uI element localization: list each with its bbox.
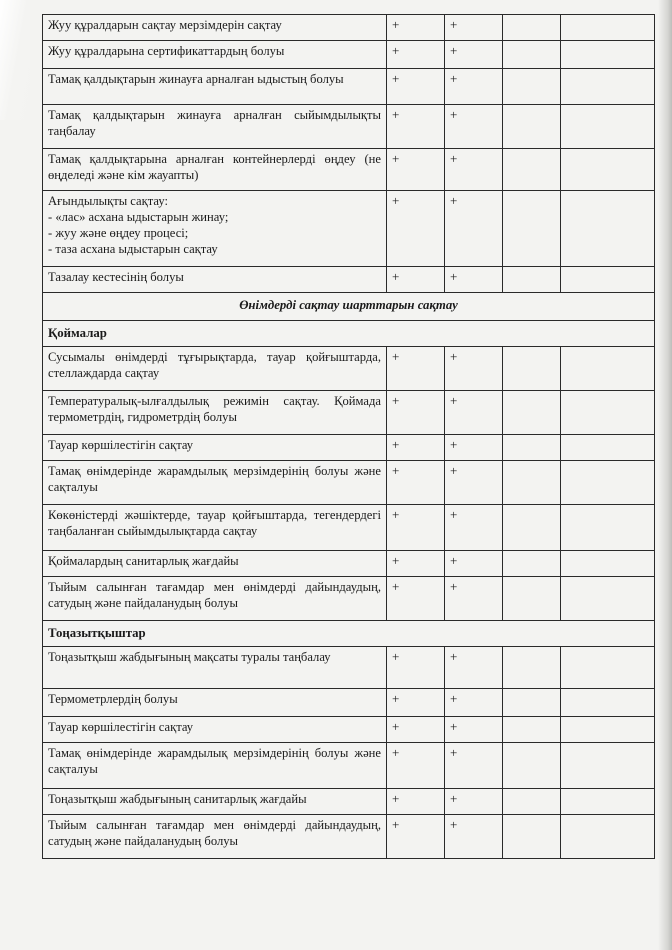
criterion-cell: Температуралық-ылғалдылық режимін сақтау. Қоймада термометрдің, гидрометрдің болуы xyxy=(43,391,387,435)
empty-cell xyxy=(503,105,561,149)
mark-cell: + xyxy=(445,789,503,815)
mark-cell: + xyxy=(445,647,503,689)
mark-cell: + xyxy=(387,347,445,391)
mark-cell: + xyxy=(445,577,503,621)
criterion-cell: Тамақ қалдықтарына арналған контейнерлерді өңдеу (не өңделеді және кім жауапты) xyxy=(43,149,387,191)
mark-cell: + xyxy=(387,191,445,267)
table-row xyxy=(43,551,655,577)
mark-cell: + xyxy=(387,647,445,689)
mark-cell: + xyxy=(387,717,445,743)
table-row xyxy=(43,149,655,191)
mark-cell: + xyxy=(445,551,503,577)
empty-cell xyxy=(503,391,561,435)
empty-cell xyxy=(503,647,561,689)
mark-cell: + xyxy=(387,743,445,789)
subsection-row xyxy=(43,321,655,347)
criterion-line: - таза асхана ыдыстарын сақтау xyxy=(48,242,218,256)
empty-cell xyxy=(503,551,561,577)
mark-cell: + xyxy=(445,41,503,69)
mark-cell: + xyxy=(387,105,445,149)
table-row xyxy=(43,577,655,621)
empty-cell xyxy=(503,461,561,505)
criterion-cell: Тауар көршілестігін сақтау xyxy=(43,435,387,461)
empty-cell xyxy=(561,815,655,859)
empty-cell xyxy=(503,15,561,41)
empty-cell xyxy=(561,69,655,105)
empty-cell xyxy=(503,149,561,191)
table-row xyxy=(43,717,655,743)
empty-cell xyxy=(503,815,561,859)
mark-cell: + xyxy=(387,69,445,105)
criterion-cell: Тыйым салынған тағамдар мен өнімдерді дайындаудың, сатудың және пайдаланудың болуы xyxy=(43,577,387,621)
empty-cell xyxy=(503,789,561,815)
mark-cell: + xyxy=(387,461,445,505)
mark-cell: + xyxy=(387,267,445,293)
mark-cell: + xyxy=(445,191,503,267)
mark-cell: + xyxy=(387,149,445,191)
table-row xyxy=(43,461,655,505)
empty-cell xyxy=(503,505,561,551)
checklist-table xyxy=(42,14,655,859)
criterion-cell: Тамақ өнімдерінде жарамдылық мерзімдерінің болуы және сақталуы xyxy=(43,743,387,789)
criterion-cell: Тамақ қалдықтарын жинауға арналған сыйымдылықты таңбалау xyxy=(43,105,387,149)
empty-cell xyxy=(503,191,561,267)
mark-cell: + xyxy=(387,551,445,577)
mark-cell: + xyxy=(445,689,503,717)
table-row xyxy=(43,391,655,435)
mark-cell: + xyxy=(387,15,445,41)
criterion-cell: Сусымалы өнімдерді тұғырықтарда, тауар қойғыштарда, стеллаждарда сақтау xyxy=(43,347,387,391)
table-row xyxy=(43,191,655,267)
table-row xyxy=(43,15,655,41)
mark-cell: + xyxy=(387,689,445,717)
mark-cell: + xyxy=(445,435,503,461)
empty-cell xyxy=(503,41,561,69)
mark-cell: + xyxy=(387,577,445,621)
table-row xyxy=(43,69,655,105)
empty-cell xyxy=(561,647,655,689)
criterion-cell: Тазалау кестесінің болуы xyxy=(43,267,387,293)
mark-cell: + xyxy=(387,505,445,551)
mark-cell: + xyxy=(445,347,503,391)
empty-cell xyxy=(561,191,655,267)
page-edge-shadow xyxy=(658,0,672,950)
table-row xyxy=(43,689,655,717)
mark-cell: + xyxy=(445,69,503,105)
criterion-line: - «лас» асхана ыдыстарын жинау; xyxy=(48,210,229,224)
mark-cell: + xyxy=(445,15,503,41)
empty-cell xyxy=(503,577,561,621)
criterion-line: - жуу және өңдеу процесі; xyxy=(48,226,189,240)
mark-cell: + xyxy=(445,461,503,505)
empty-cell xyxy=(561,551,655,577)
empty-cell xyxy=(561,789,655,815)
table-row xyxy=(43,105,655,149)
mark-cell: + xyxy=(445,267,503,293)
criterion-cell-multiline xyxy=(43,191,387,267)
mark-cell: + xyxy=(445,505,503,551)
empty-cell xyxy=(503,717,561,743)
empty-cell xyxy=(561,391,655,435)
subsection-heading-fridges: Тоңазытқыштар xyxy=(43,621,655,647)
criterion-line: Ағындылықты сақтау: xyxy=(48,194,168,208)
criterion-cell: Жуу құралдарын сақтау мерзімдерін сақтау xyxy=(43,15,387,41)
mark-cell: + xyxy=(387,435,445,461)
mark-cell: + xyxy=(445,149,503,191)
checklist-body xyxy=(43,15,655,859)
criterion-cell: Жуу құралдарына сертификаттардың болуы xyxy=(43,41,387,69)
mark-cell: + xyxy=(445,717,503,743)
empty-cell xyxy=(503,689,561,717)
empty-cell xyxy=(503,69,561,105)
table-row xyxy=(43,505,655,551)
table-row xyxy=(43,743,655,789)
criterion-cell: Тамақ қалдықтарын жинауға арналған ыдыстың болуы xyxy=(43,69,387,105)
section-title: Өнімдерді сақтау шарттарын сақтау xyxy=(43,293,655,321)
empty-cell xyxy=(561,41,655,69)
empty-cell xyxy=(503,347,561,391)
subsection-row xyxy=(43,621,655,647)
mark-cell: + xyxy=(445,815,503,859)
mark-cell: + xyxy=(387,815,445,859)
empty-cell xyxy=(503,435,561,461)
mark-cell: + xyxy=(445,391,503,435)
empty-cell xyxy=(561,717,655,743)
criterion-cell: Тамақ өнімдерінде жарамдылық мерзімдерінің болуы және сақталуы xyxy=(43,461,387,505)
criterion-cell: Тоңазытқыш жабдығының мақсаты туралы таңбалау xyxy=(43,647,387,689)
empty-cell xyxy=(561,267,655,293)
criterion-cell: Тыйым салынған тағамдар мен өнімдерді дайындаудың, сатудың және пайдаланудың болуы xyxy=(43,815,387,859)
empty-cell xyxy=(561,435,655,461)
criterion-cell: Көкөністерді жәшіктерде, тауар қойғыштарда, тегендердегі таңбаланған сыйымдылықтарда сақтау xyxy=(43,505,387,551)
mark-cell: + xyxy=(445,743,503,789)
criterion-cell: Тауар көршілестігін сақтау xyxy=(43,717,387,743)
mark-cell: + xyxy=(445,105,503,149)
empty-cell xyxy=(561,105,655,149)
empty-cell xyxy=(503,267,561,293)
table-row xyxy=(43,815,655,859)
table-row xyxy=(43,789,655,815)
criterion-cell: Термометрлердің болуы xyxy=(43,689,387,717)
empty-cell xyxy=(561,149,655,191)
section-row xyxy=(43,293,655,321)
empty-cell xyxy=(561,577,655,621)
subsection-heading-storerooms: Қоймалар xyxy=(43,321,655,347)
table-row xyxy=(43,41,655,69)
empty-cell xyxy=(561,743,655,789)
table-row xyxy=(43,267,655,293)
table-row xyxy=(43,435,655,461)
empty-cell xyxy=(561,15,655,41)
folded-corner xyxy=(0,0,30,120)
criterion-cell: Тоңазытқыш жабдығының санитарлық жағдайы xyxy=(43,789,387,815)
empty-cell xyxy=(503,743,561,789)
empty-cell xyxy=(561,689,655,717)
mark-cell: + xyxy=(387,789,445,815)
criterion-cell: Қоймалардың санитарлық жағдайы xyxy=(43,551,387,577)
mark-cell: + xyxy=(387,391,445,435)
table-row xyxy=(43,647,655,689)
empty-cell xyxy=(561,461,655,505)
empty-cell xyxy=(561,347,655,391)
mark-cell: + xyxy=(387,41,445,69)
table-row xyxy=(43,347,655,391)
empty-cell xyxy=(561,505,655,551)
